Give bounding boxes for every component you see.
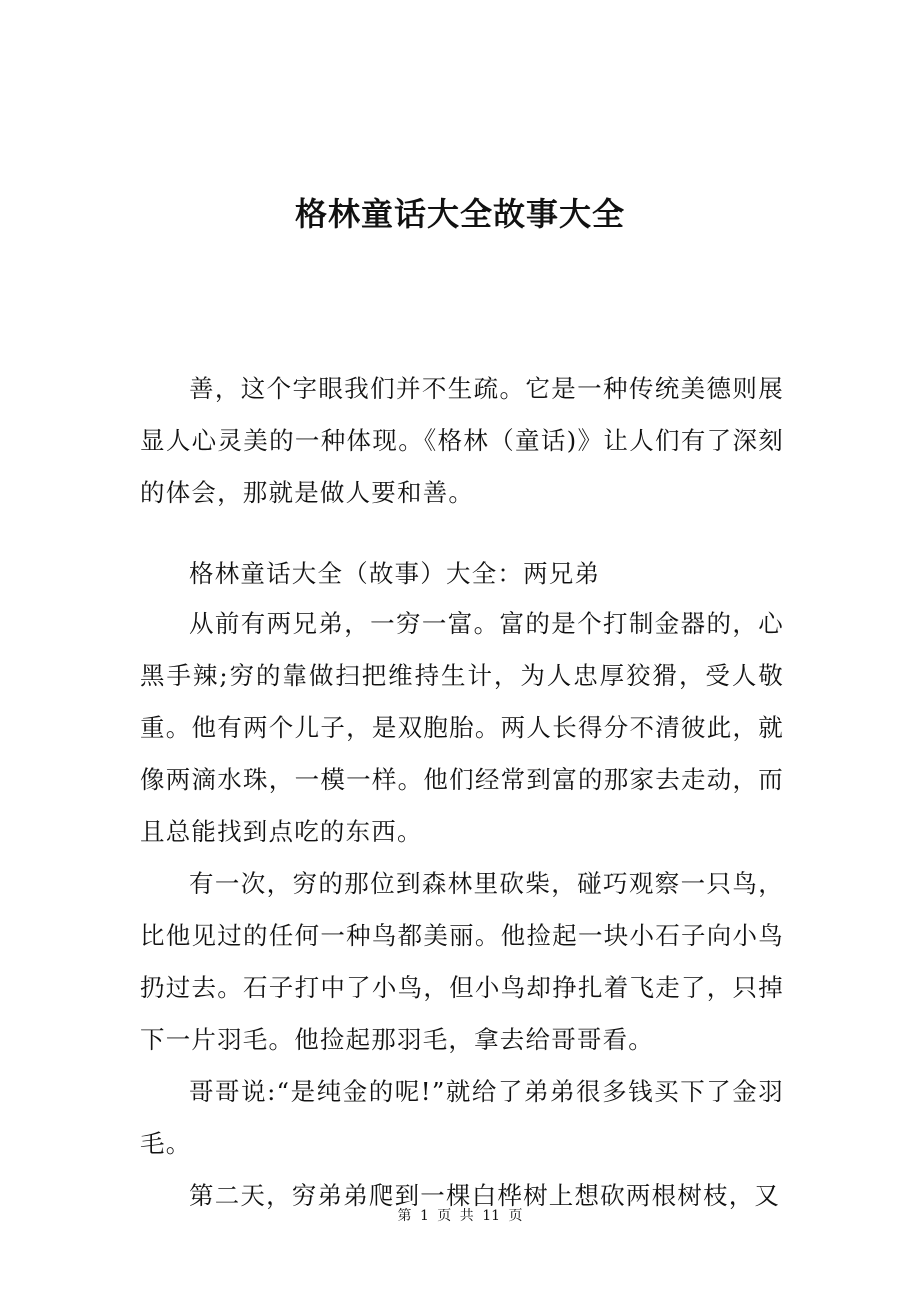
- document-title: 格林童话大全故事大全: [294, 195, 625, 233]
- story-paragraph-1: 从前有两兄弟，一穷一富。富的是个打制金器的，心黑手辣;穷的靠做扫把维持生计，为人忠厚狡猾，受人敬重。他有两个儿子，是双胞胎。两人长得分不清彼此，就像两滴水珠，一模一样。他们经常到富的那家去走动，而且总能找到点吃的东西。: [140, 609, 784, 846]
- section-heading-block: [140, 548, 784, 600]
- section-heading: 格林童话大全（故事）大全：两兄弟: [189, 559, 601, 588]
- intro-block: [140, 363, 784, 519]
- story-paragraph-3: 哥哥说:“是纯金的呢!”就给了弟弟很多钱买下了金羽毛。: [140, 1077, 784, 1158]
- page-footer: 第 1 页 共 11 页: [397, 1208, 523, 1224]
- story-block: [140, 598, 784, 1222]
- story-paragraph-2: 有一次，穷的那位到森林里砍柴，碰巧观察一只鸟，比他见过的任何一种鸟都美丽。他捡起一块小石子向小鸟扔过去。石子打中了小鸟，但小鸟却挣扎着飞走了，只掉下一片羽毛。他捡起那羽毛，拿去给哥哥看。: [140, 869, 784, 1054]
- story-paragraph-4: 第二天，穷弟弟爬到一棵白桦树上想砍两根树枝，又: [189, 1181, 781, 1210]
- intro-paragraph: 善，这个字眼我们并不生疏。它是一种传统美德则展显人心灵美的一种体现。《格林（童话)》让人们有了深刻的体会，那就是做人要和善。: [140, 374, 784, 507]
